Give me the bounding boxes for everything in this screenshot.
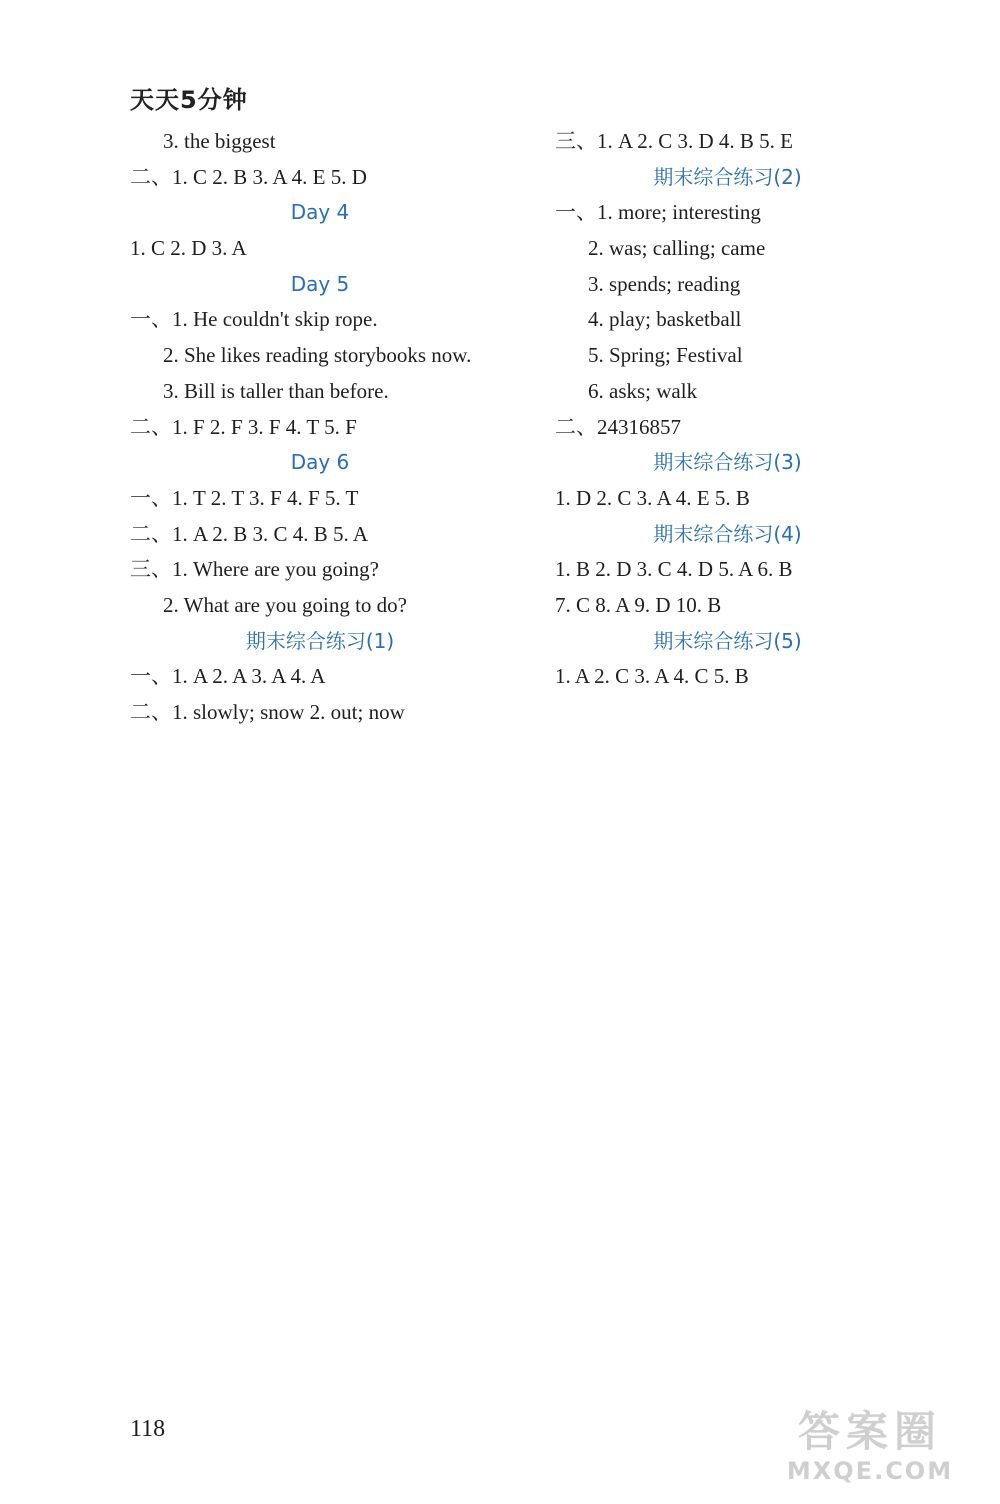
answer-line: 1. A 2. C 3. A 4. C 5. B	[555, 664, 749, 689]
answer-line: 7. C 8. A 9. D 10. B	[555, 592, 722, 617]
answer-line: 一、1. A 2. A 3. A 4. A	[130, 664, 326, 689]
watermark-text: 答案圈	[797, 1407, 942, 1456]
section-heading: 期末综合练习(5)	[653, 628, 802, 653]
book-title: 天天5分钟	[130, 86, 248, 114]
right-answer-column	[555, 124, 975, 695]
answer-line: 二、1. slowly; snow 2. out; now	[130, 700, 405, 724]
answer-line: 2. She likes reading storybooks now.	[163, 343, 472, 368]
watermark-logo	[745, 1408, 995, 1498]
answer-line: 3. spends; reading	[588, 271, 741, 296]
answer-line: 一、1. T 2. T 3. F 4. F 5. T	[130, 485, 359, 510]
answer-line: 二、1. C 2. B 3. A 4. E 5. D	[130, 164, 367, 189]
answer-line: 二、1. A 2. B 3. C 4. B 5. A	[130, 521, 369, 546]
answer-line: 3. Bill is taller than before.	[163, 378, 389, 403]
left-answer-column	[130, 124, 530, 731]
section-heading: 期末综合练习(1)	[245, 628, 395, 653]
answer-line: 一、1. more; interesting	[555, 200, 761, 225]
watermark-domain: MXQE.COM	[786, 1457, 954, 1485]
answer-line: 二、1. F 2. F 3. F 4. T 5. F	[130, 414, 357, 439]
answer-line: 二、24316857	[555, 414, 681, 439]
page-number: 118	[130, 1416, 166, 1442]
answer-line: 三、1. A 2. C 3. D 4. B 5. E	[555, 129, 794, 153]
answer-line: 1. D 2. C 3. A 4. E 5. B	[555, 485, 750, 510]
answer-line: 2. What are you going to do?	[163, 592, 407, 617]
answer-line: 3. the biggest	[163, 129, 276, 153]
section-heading: Day 4	[290, 200, 350, 225]
answer-line: 6. asks; walk	[588, 378, 698, 403]
section-heading: 期末综合练习(3)	[653, 450, 802, 475]
answer-line: 1. B 2. D 3. C 4. D 5. A 6. B	[555, 557, 793, 582]
answer-line: 4. play; basketball	[588, 307, 742, 332]
section-heading: Day 6	[290, 450, 350, 475]
answer-line: 三、1. Where are you going?	[130, 557, 379, 582]
section-heading: 期末综合练习(2)	[653, 164, 802, 189]
section-heading: 期末综合练习(4)	[653, 521, 802, 546]
answer-line: 1. C 2. D 3. A	[130, 236, 247, 261]
section-heading: Day 5	[290, 271, 350, 296]
answer-line: 一、1. He couldn't skip rope.	[130, 307, 378, 332]
answer-line: 2. was; calling; came	[588, 236, 766, 261]
answer-line: 5. Spring; Festival	[588, 343, 743, 368]
